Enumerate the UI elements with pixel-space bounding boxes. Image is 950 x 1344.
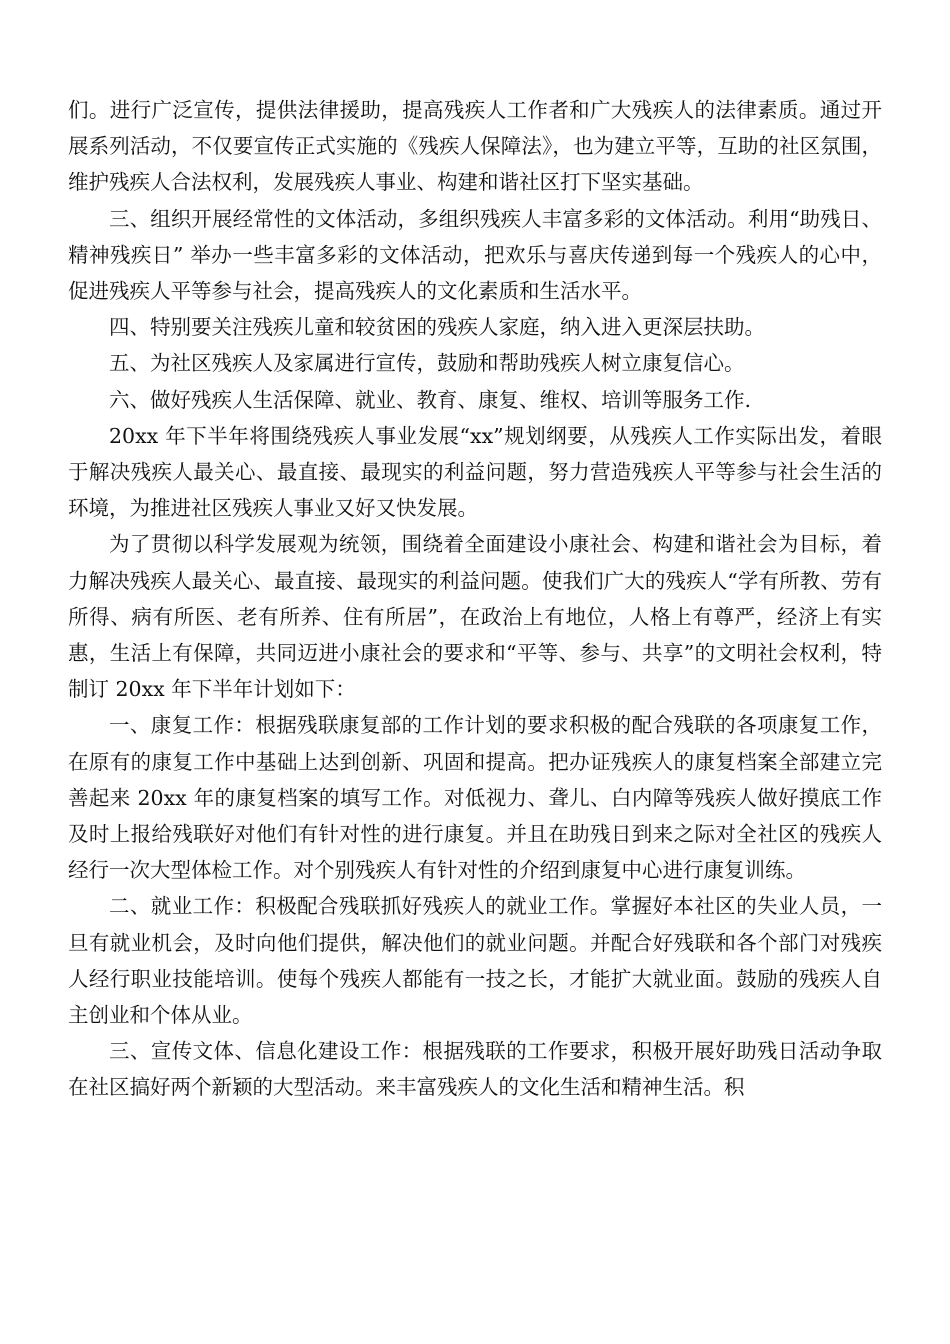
paragraph: 一、康复工作：根据残联康复部的工作计划的要求积极的配合残联的各项康复工作，在原有的康复工作中基础上达到创新、巩固和提高。把办证残疾人的康复档案全部建立完善起来 20xx 年的康复档案的填写工作。对低视力、聋儿、白内障等残疾人做好摸底工作及时上报给残联好对他们有针对性的进行康复。并且在助残日到来之际对全社区的残疾人经行一次大型体检工作。对个别残疾人有针对性的介绍到康复中心进行康复训练。 [68, 713, 882, 883]
paragraph: 二、就业工作：积极配合残联抓好残疾人的就业工作。掌握好本社区的失业人员，一旦有就业机会，及时向他们提供，解决他们的就业问题。并配合好残联和各个部门对残疾人经行职业技能培训。使每个残疾人都能有一技之长，才能扩大就业面。鼓励的残疾人自主创业和个体从业。 [68, 894, 882, 1028]
paragraph: 三、组织开展经常性的文体活动，多组织残疾人丰富多彩的文体活动。利用“助残日、精神残疾日” 举办一些丰富多彩的文体活动，把欢乐与喜庆传递到每一个残疾人的心中，促进残疾人平等参与社会，提高残疾人的文化素质和生活水平。 [68, 206, 882, 304]
paragraph: 20xx 年下半年将围绕残疾人事业发展“xx”规划纲要，从残疾人工作实际出发，着眼于解决残疾人最关心、最直接、最现实的利益问题，努力营造残疾人平等参与社会生活的环境，为推进社区残疾人事业又好又快发展。 [68, 423, 882, 521]
paragraph: 们。进行广泛宣传，提供法律援助，提高残疾人工作者和广大残疾人的法律素质。通过开展系列活动，不仅要宣传正式实施的《残疾人保障法》，也为建立平等，互助的社区氛围，维护残疾人合法权利，发展残疾人事业、构建和谐社区打下坚实基础。 [68, 98, 882, 195]
paragraph: 为了贯彻以科学发展观为统领，围绕着全面建设小康社会、构建和谐社会为目标，着力解决残疾人最关心、最直接、最现实的利益问题。使我们广大的残疾人“学有所教、劳有所得、病有所医、老有所养、住有所居”，在政治上有地位，人格上有尊严，经济上有实惠，生活上有保障，共同迈进小康社会的要求和“平等、参与、共享”的文明社会权利，特制订 20xx 年下半年计划如下： [68, 532, 882, 702]
paragraph: 四、特别要关注残疾儿童和较贫困的残疾人家庭，纳入进入更深层扶助。 [109, 315, 765, 340]
paragraph: 五、为社区残疾人及家属进行宣传，鼓励和帮助残疾人树立康复信心。 [109, 351, 745, 376]
paragraph: 六、做好残疾人生活保障、就业、教育、康复、维权、培训等服务工作. [109, 387, 752, 412]
paragraph: 三、宣传文体、信息化建设工作：根据残联的工作要求，积极开展好助残日活动争取在社区搞好两个新颖的大型活动。来丰富残疾人的文化生活和精神生活。积 [68, 1039, 882, 1100]
